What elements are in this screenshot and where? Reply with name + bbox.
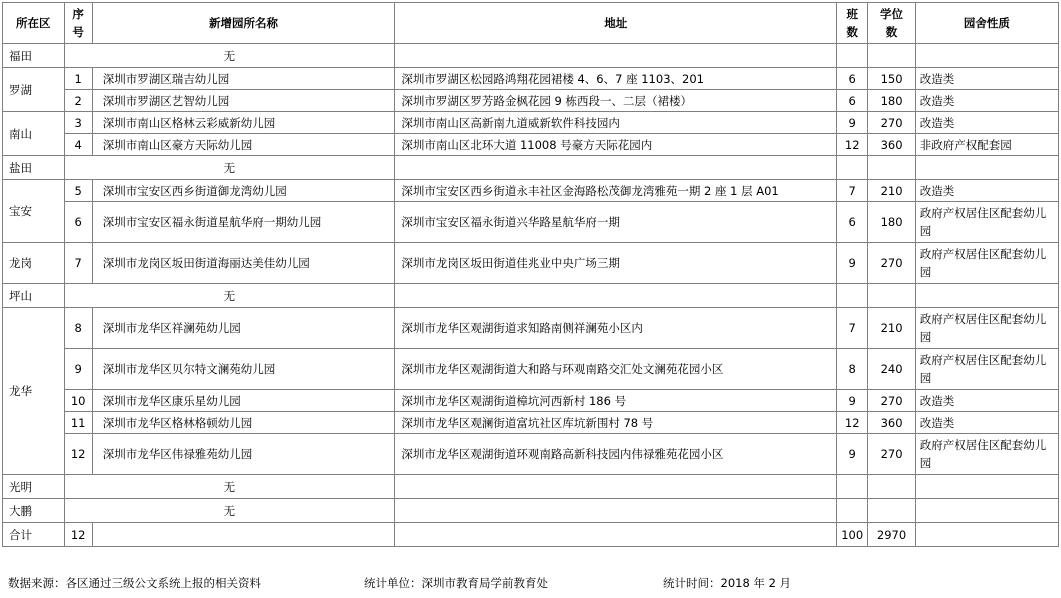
- classes-cell: 9: [837, 243, 868, 284]
- kindergarten-table: [2, 2, 1059, 547]
- table-row: [3, 390, 1059, 412]
- address-cell: 深圳市南山区北环大道 11008 号豪方天际花园内: [395, 134, 837, 156]
- name-cell: 深圳市龙华区康乐星幼儿园: [92, 390, 395, 412]
- district-cell: 坪山: [3, 284, 65, 308]
- district-cell: 福田: [3, 44, 65, 68]
- classes-cell: 9: [837, 434, 868, 475]
- address-cell: 深圳市龙华区观湖街道樟坑河西新村 186 号: [395, 390, 837, 412]
- header-address: 地址: [395, 3, 837, 44]
- address-cell: 深圳市龙华区观澜街道富坑社区库坑新围村 78 号: [395, 412, 837, 434]
- table-row: [3, 243, 1059, 284]
- name-cell: 深圳市宝安区西乡街道御龙湾幼儿园: [92, 180, 395, 202]
- header-name: 新增园所名称: [92, 3, 395, 44]
- seats-cell: 180: [868, 90, 915, 112]
- classes-cell: 6: [837, 90, 868, 112]
- header-district: 所在区: [3, 3, 65, 44]
- nature-cell: 改造类: [915, 180, 1058, 202]
- classes-cell: 6: [837, 202, 868, 243]
- header-classes: 班 数: [837, 3, 868, 44]
- name-cell: 深圳市龙华区伟禄雅苑幼儿园: [92, 434, 395, 475]
- header-index: 序 号: [64, 3, 92, 44]
- nature-cell: 改造类: [915, 412, 1058, 434]
- none-cell: 无: [64, 284, 395, 308]
- none-cell: 无: [64, 156, 395, 180]
- seats-cell: 360: [868, 134, 915, 156]
- classes-cell: 7: [837, 180, 868, 202]
- none-cell: 无: [64, 499, 395, 523]
- table-row: [3, 499, 1059, 523]
- nature-cell: 改造类: [915, 90, 1058, 112]
- table-row: [3, 475, 1059, 499]
- total-row: [3, 523, 1059, 547]
- table-row: [3, 412, 1059, 434]
- table-row: [3, 180, 1059, 202]
- nature-cell: 政府产权居住区配套幼儿园: [915, 434, 1058, 475]
- name-cell: 深圳市龙岗区坂田街道海丽达美佳幼儿园: [92, 243, 395, 284]
- seats-cell: 180: [868, 202, 915, 243]
- index-cell: 6: [64, 202, 92, 243]
- nature-cell: 改造类: [915, 390, 1058, 412]
- total-seats: 2970: [868, 523, 915, 547]
- header-seats: 学位 数: [868, 3, 915, 44]
- index-cell: 3: [64, 112, 92, 134]
- nature-cell: 政府产权居住区配套幼儿园: [915, 243, 1058, 284]
- address-cell: 深圳市龙华区观湖街道大和路与环观南路交汇处文澜苑花园小区: [395, 349, 837, 390]
- district-cell: 龙华: [3, 308, 65, 475]
- table-row: [3, 308, 1059, 349]
- address-cell: 深圳市龙华区观湖街道环观南路高新科技园内伟禄雅苑花园小区: [395, 434, 837, 475]
- nature-cell: 政府产权居住区配套幼儿园: [915, 349, 1058, 390]
- seats-cell: 150: [868, 68, 915, 90]
- total-count: 12: [64, 523, 92, 547]
- district-cell: 南山: [3, 112, 65, 156]
- index-cell: 11: [64, 412, 92, 434]
- seats-cell: 240: [868, 349, 915, 390]
- footer-time: 统计时间：2018 年 2 月: [663, 576, 792, 590]
- classes-cell: 9: [837, 390, 868, 412]
- index-cell: 1: [64, 68, 92, 90]
- name-cell: 深圳市龙华区贝尔特文澜苑幼儿园: [92, 349, 395, 390]
- address-cell: 深圳市罗湖区松园路鸿翔花园裙楼 4、6、7 座 1103、201: [395, 68, 837, 90]
- classes-cell: 6: [837, 68, 868, 90]
- district-cell: 大鹏: [3, 499, 65, 523]
- nature-cell: 政府产权居住区配套幼儿园: [915, 202, 1058, 243]
- none-cell: 无: [64, 475, 395, 499]
- classes-cell: 12: [837, 412, 868, 434]
- classes-cell: 8: [837, 349, 868, 390]
- nature-cell: 非政府产权配套园: [915, 134, 1058, 156]
- nature-cell: 改造类: [915, 112, 1058, 134]
- district-cell: 罗湖: [3, 68, 65, 112]
- seats-cell: 270: [868, 243, 915, 284]
- index-cell: 8: [64, 308, 92, 349]
- seats-cell: 360: [868, 412, 915, 434]
- classes-cell: 9: [837, 112, 868, 134]
- district-cell: 龙岗: [3, 243, 65, 284]
- table-row: [3, 202, 1059, 243]
- address-cell: 深圳市龙岗区坂田街道佳兆业中央广场三期: [395, 243, 837, 284]
- index-cell: 9: [64, 349, 92, 390]
- table-row: [3, 68, 1059, 90]
- seats-cell: 210: [868, 308, 915, 349]
- index-cell: 12: [64, 434, 92, 475]
- address-cell: 深圳市宝安区福永街道兴华路星航华府一期: [395, 202, 837, 243]
- table-row: [3, 284, 1059, 308]
- table-row: [3, 156, 1059, 180]
- total-label: 合计: [3, 523, 65, 547]
- table-row: [3, 134, 1059, 156]
- district-cell: 宝安: [3, 180, 65, 243]
- table-row: [3, 90, 1059, 112]
- seats-cell: 270: [868, 434, 915, 475]
- table-row: [3, 112, 1059, 134]
- name-cell: 深圳市南山区格林云彩威新幼儿园: [92, 112, 395, 134]
- name-cell: 深圳市宝安区福永街道星航华府一期幼儿园: [92, 202, 395, 243]
- table-row: [3, 434, 1059, 475]
- total-classes: 100: [837, 523, 868, 547]
- header-nature: 园舍性质: [915, 3, 1058, 44]
- index-cell: 4: [64, 134, 92, 156]
- nature-cell: 改造类: [915, 68, 1058, 90]
- footer-source: 数据来源：各区通过三级公文系统上报的相关资料: [8, 576, 261, 590]
- footer-unit: 统计单位：深圳市教育局学前教育处: [364, 576, 548, 590]
- name-cell: 深圳市龙华区格林格顿幼儿园: [92, 412, 395, 434]
- table-row: [3, 349, 1059, 390]
- name-cell: 深圳市南山区豪方天际幼儿园: [92, 134, 395, 156]
- district-cell: 光明: [3, 475, 65, 499]
- nature-cell: 政府产权居住区配套幼儿园: [915, 308, 1058, 349]
- name-cell: 深圳市龙华区祥澜苑幼儿园: [92, 308, 395, 349]
- classes-cell: 12: [837, 134, 868, 156]
- index-cell: 10: [64, 390, 92, 412]
- none-cell: 无: [64, 44, 395, 68]
- table-row: [3, 44, 1059, 68]
- address-cell: 深圳市罗湖区罗芳路金枫花园 9 栋西段一、二层（裙楼）: [395, 90, 837, 112]
- name-cell: 深圳市罗湖区艺智幼儿园: [92, 90, 395, 112]
- district-cell: 盐田: [3, 156, 65, 180]
- seats-cell: 210: [868, 180, 915, 202]
- seats-cell: 270: [868, 390, 915, 412]
- index-cell: 5: [64, 180, 92, 202]
- seats-cell: 270: [868, 112, 915, 134]
- header-row: [3, 3, 1059, 44]
- address-cell: 深圳市宝安区西乡街道永丰社区金海路松茂御龙湾雅苑一期 2 座 1 层 A01: [395, 180, 837, 202]
- address-cell: 深圳市南山区高新南九道威新软件科技园内: [395, 112, 837, 134]
- address-cell: 深圳市龙华区观湖街道求知路南侧祥澜苑小区内: [395, 308, 837, 349]
- index-cell: 2: [64, 90, 92, 112]
- index-cell: 7: [64, 243, 92, 284]
- name-cell: 深圳市罗湖区瑞吉幼儿园: [92, 68, 395, 90]
- classes-cell: 7: [837, 308, 868, 349]
